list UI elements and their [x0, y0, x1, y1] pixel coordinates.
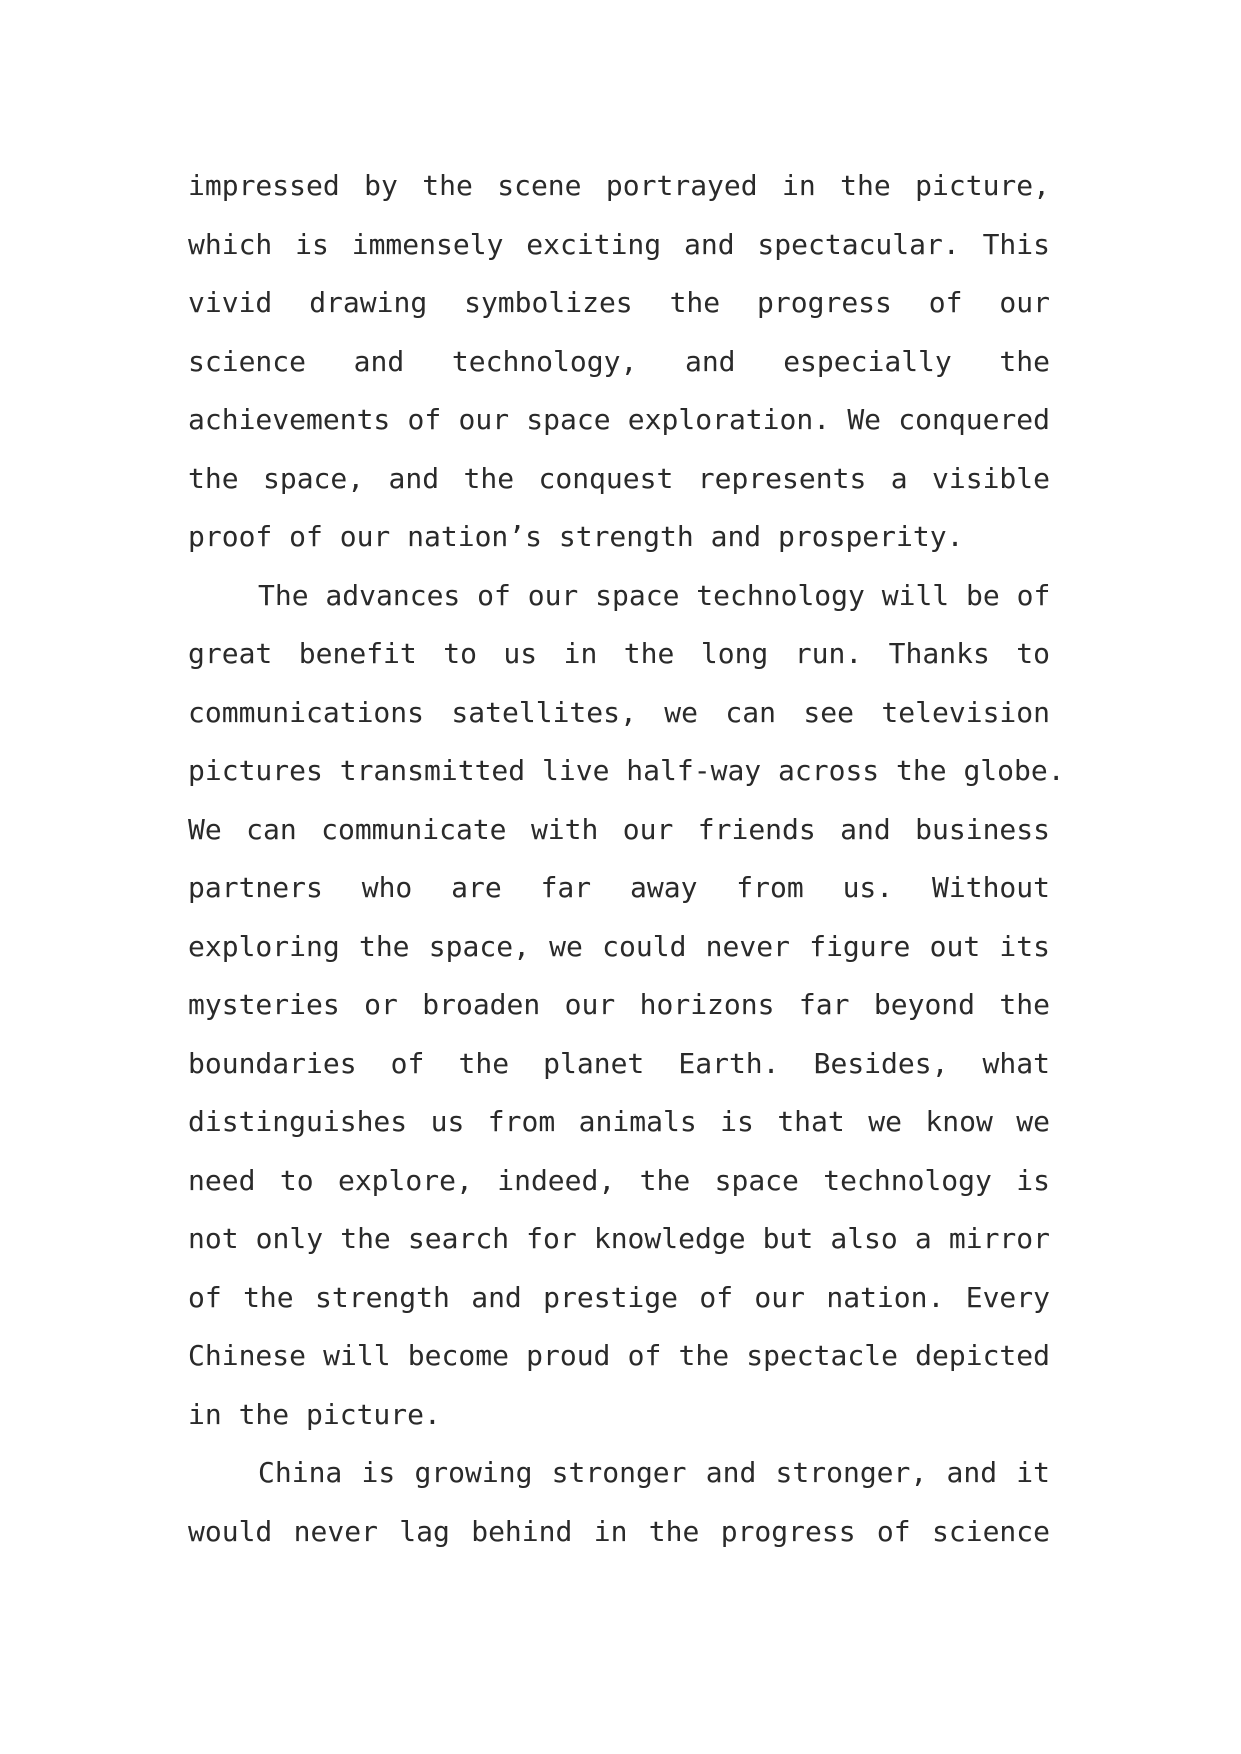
body-text: [188, 157, 1065, 1561]
paragraph-2: [188, 567, 1065, 1445]
text-line: partners who are far away from us. Without: [188, 871, 1050, 904]
text-line: vivid drawing symbolizes the progress of our: [188, 286, 1050, 319]
text-line: the space, and the conquest represents a visible: [188, 461, 1050, 495]
text-line: China is growing stronger and stronger, and it: [258, 1456, 1050, 1489]
text-line: Chinese will become proud of the spectacle depicted: [188, 1339, 1050, 1372]
text-line: achievements of our space exploration. We conquered: [188, 403, 1050, 436]
text-line: of the strength and prestige of our nation. Every: [188, 1280, 1050, 1314]
text-line: in the picture.: [188, 1397, 441, 1431]
text-line: boundaries of the planet Earth. Besides, what: [188, 1046, 1050, 1080]
text-line: exploring the space, we could never figure out its: [188, 929, 1050, 963]
text-line: science and technology, and especially the: [188, 344, 1050, 378]
text-line: impressed by the scene portrayed in the picture,: [188, 169, 1050, 202]
text-line: mysteries or broaden our horizons far beyond the: [188, 988, 1050, 1021]
text-line: communications satellites, we can see television: [188, 695, 1050, 729]
text-line: proof of our nation’s strength and prosperity.: [188, 520, 964, 553]
text-line: which is immensely exciting and spectacular. This: [188, 227, 1050, 261]
text-line: great benefit to us in the long run. Thanks to: [188, 637, 1050, 670]
text-line: would never lag behind in the progress of science: [188, 1514, 1050, 1548]
text-line: not only the search for knowledge but also a mirror: [188, 1222, 1050, 1255]
paragraph-3: [188, 1444, 1050, 1561]
paragraph-1: [188, 157, 1050, 567]
text-line: The advances of our space technology will be of: [258, 578, 1051, 612]
text-line: need to explore, indeed, the space technology is: [188, 1163, 1050, 1197]
text-line: We can communicate with our friends and business: [188, 812, 1050, 846]
text-line: distinguishes us from animals is that we know we: [188, 1105, 1050, 1138]
text-line: pictures transmitted live half-way across the globe.: [188, 754, 1065, 787]
